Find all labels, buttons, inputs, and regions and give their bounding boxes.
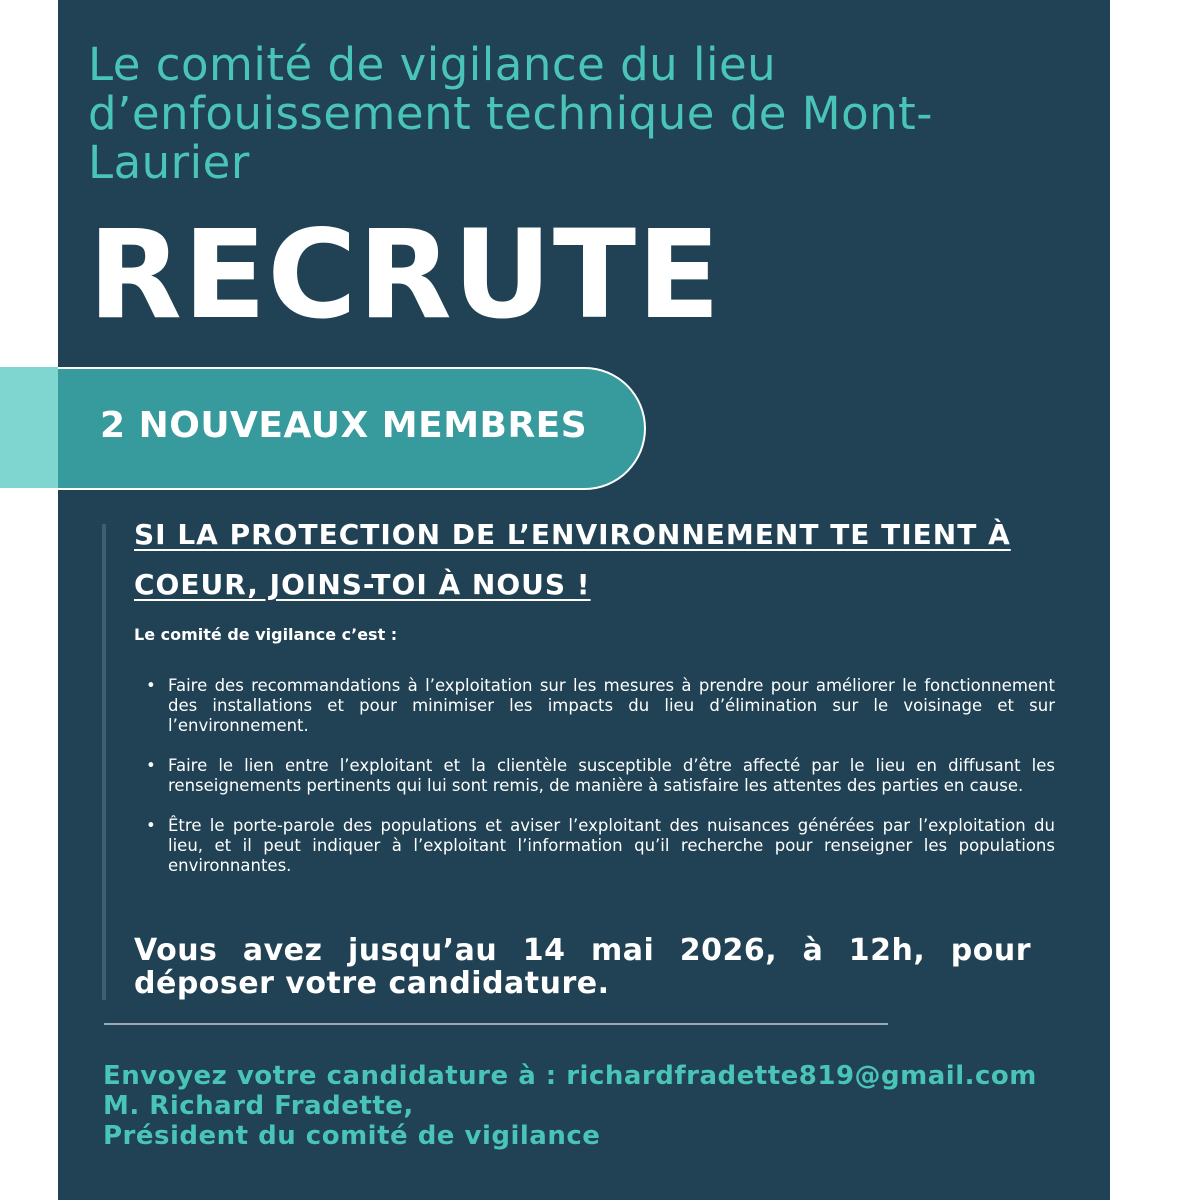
list-item: • Faire des recommandations à l’exploitation sur les mesures à prendre pour améliorer le fonctionnement des installations et pour minimiser les impacts du lieu d’élimination sur le voisinage et sur l’environnement.	[168, 676, 1055, 736]
content-side-bar	[102, 524, 106, 1000]
contact-email-line: Envoyez votre candidature à : richardfradette819@gmail.com	[103, 1061, 1037, 1091]
headline-recrute: RECRUTE	[88, 204, 722, 346]
intro-text: Le comité de vigilance c’est :	[134, 625, 398, 644]
contact-block	[103, 1061, 1037, 1151]
responsibilities-list	[144, 676, 1055, 896]
deadline-text: Vous avez jusqu’au 14 mai 2026, à 12h, pour déposer votre candidature.	[134, 933, 1031, 1001]
divider	[104, 1023, 888, 1025]
list-item: • Être le porte-parole des populations et aviser l’exploitant des nuisances générées par l’exploitation du lieu, et il peut indiquer à l’exploitant l’information qu’il recherche pour renseigner les populations environnantes.	[168, 816, 1055, 876]
committee-subtitle: Le comité de vigilance du lieu d’enfouissement technique de Mont-Laurier	[88, 38, 934, 189]
banner-label: 2 NOUVEAUX MEMBRES	[100, 405, 588, 446]
contact-name: M. Richard Fradette,	[103, 1091, 414, 1121]
contact-title: Président du comité de vigilance	[103, 1121, 601, 1151]
callout-heading: SI LA PROTECTION DE L’ENVIRONNEMENT TE TIENT À COEUR, JOINS-TOI À NOUS !	[134, 518, 1011, 601]
list-item: • Faire le lien entre l’exploitant et la clientèle susceptible d’être affecté par le lieu en diffusant les renseignements pertinents qui lui sont remis, de manière à satisfaire les attentes des parties en cause.	[168, 756, 1055, 796]
